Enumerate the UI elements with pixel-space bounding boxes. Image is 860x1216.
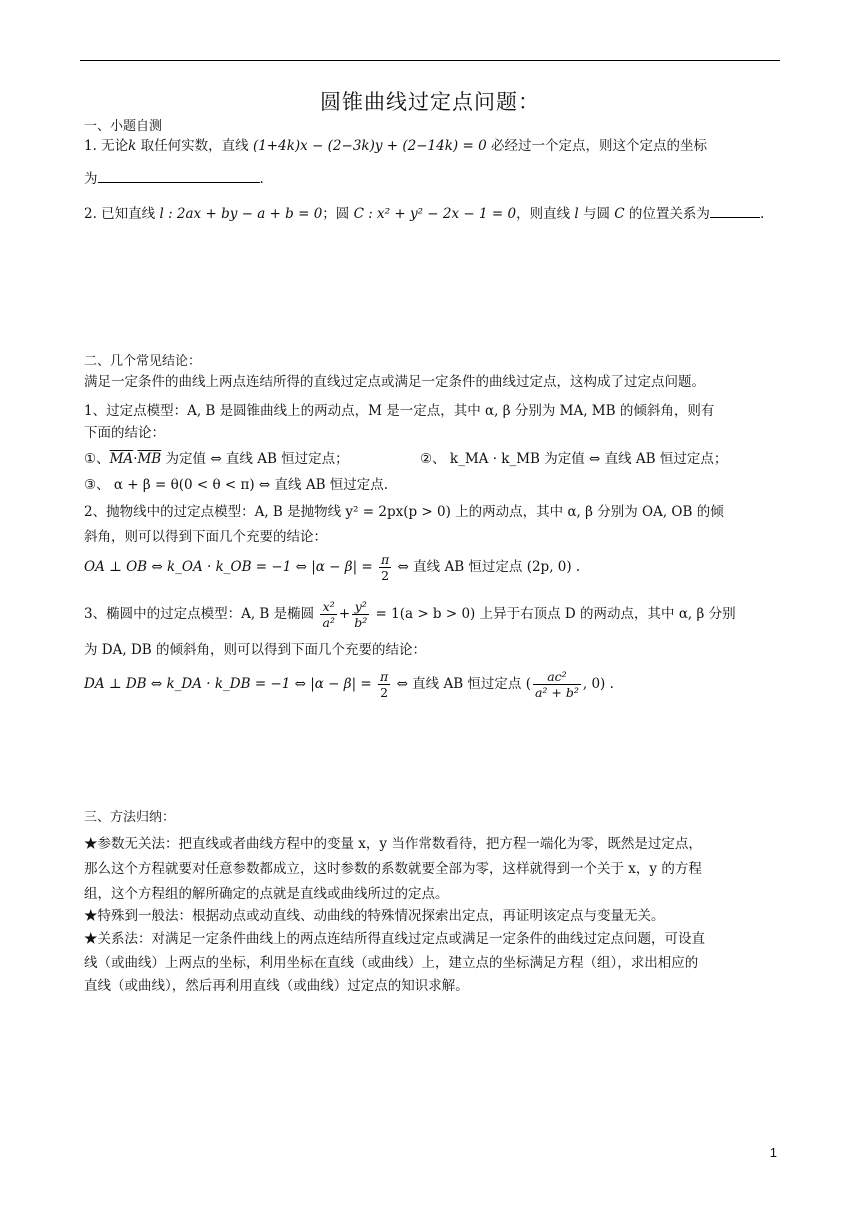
q2-mid1: ；圆 <box>322 206 354 222</box>
section2-intro: 满足一定条件的曲线上两点连结所得的直线过定点或满足一定条件的曲线过定点，这构成了过定点问题。 <box>84 374 705 390</box>
m3-line1-b: = 1(a > b > 0) 上异于右顶点 D 的两动点，其中 α, β 分别 <box>375 606 736 622</box>
model1-conclusion-1 <box>84 449 349 469</box>
section3-heading: 三、方法归纳： <box>84 810 176 825</box>
m3-fraction-pi-2 <box>378 669 390 700</box>
m1-c1-dot: · <box>133 451 138 467</box>
m3-f1-den: a² <box>322 615 335 630</box>
method1-line3: 组，这个方程组的解所确定的点就是直线或曲线所过的定点。 <box>84 886 449 902</box>
question-1-line-1 <box>84 136 707 156</box>
m3-plus: + <box>338 606 351 622</box>
method1-line2: 那么这个方程就要对任意参数都成立，这时参数的系数就要全部为零，这样就得到一个关于 x，y 的方程 <box>84 861 702 877</box>
q1-equation: (1+4k)x − (2−3k)y + (2−14k) = 0 <box>252 138 487 154</box>
q1-line2-suffix: . <box>259 171 264 187</box>
m3-fraction-ac2 <box>533 669 581 700</box>
method3-line2: 线（或曲线）上两点的坐标，利用坐标在直线（或曲线）上，建立点的坐标满足方程（组），求出相应的 <box>84 955 699 971</box>
model3-line1 <box>84 597 736 631</box>
model1-line2: 下面的结论： <box>84 425 165 441</box>
q2-C: C <box>614 206 625 222</box>
m1-c1-marker: ①、 <box>84 451 110 467</box>
q2-line-eq: l : 2ax + by − a + b = 0 <box>159 206 323 222</box>
m2-frac-num: π <box>381 552 390 567</box>
m3-frac-num: π <box>380 669 389 684</box>
method2-line1: ★特殊到一般法：根据动点或动直线、动曲线的特殊情况探索出定点，再证明该定点与变量无关。 <box>84 908 665 924</box>
m3-eq-part-c: , 0) . <box>582 676 614 692</box>
q1-k: k <box>128 138 137 154</box>
q1-mid: 取任何实数，直线 <box>136 138 253 154</box>
m3-f2-num: y² <box>352 599 369 615</box>
question-1-line-2 <box>84 168 264 189</box>
model2-line1: 2、抛物线中的过定点模型：A, B 是抛物线 y² = 2px(p > 0) 上的两动点，其中 α, β 分别为 OA, OB 的倾 <box>84 504 724 520</box>
vector-MB: $\overline{MB}$ <box>137 451 162 467</box>
method3-line3: 直线（或曲线），然后再利用直线（或曲线）过定点的知识求解。 <box>84 978 469 994</box>
model1-conclusion-3: ③、 α + β = θ(0 < θ < π) ⇔ 直线 AB 恒过定点. <box>84 477 389 493</box>
q2-l: l <box>574 206 579 222</box>
model1-line1: 1、过定点模型：A, B 是圆锥曲线上的两动点，M 是一定点，其中 α, β 分别为 MA, MB 的倾斜角，则有 <box>84 403 715 419</box>
m2-frac-den: 2 <box>381 568 390 583</box>
m3-f3-num: ac² <box>533 669 581 685</box>
q2-circle-eq: C : x² + y² − 2x − 1 = 0 <box>353 206 517 222</box>
m3-eq-part-a: DA ⊥ DB ⇔ k_DA · k_DB = −1 ⇔ |α − β| = <box>84 676 372 692</box>
section1-heading: 一、小题自测 <box>84 119 163 134</box>
m3-frac-den: 2 <box>380 685 389 700</box>
model2-line2: 斜角，则可以得到下面几个充要的结论： <box>84 529 327 545</box>
model3-line2: 为 DA, DB 的倾斜角，则可以得到下面几个充要的结论： <box>84 642 426 658</box>
q2-suffix-a: 的位置关系为 <box>624 206 710 222</box>
method1-line1: ★参数无关法：把直线或者曲线方程中的变量 x，y 当作常数看待，把方程一端化为零，既然是过定点， <box>84 836 702 852</box>
q2-suffix-b: . <box>759 206 765 222</box>
vector-MA: $\overline{MA}$ <box>109 451 134 467</box>
m3-fraction-x2-a2 <box>320 599 336 630</box>
question-2 <box>84 203 764 224</box>
q1-answer-blank[interactable] <box>98 168 260 183</box>
method3-line1: ★关系法：对满足一定条件曲线上的两点连结所得直线过定点或满足一定条件的曲线过定点问题，可设直 <box>84 931 705 947</box>
header-rule <box>80 60 780 61</box>
q2-mid2: ，则直线 <box>516 206 575 222</box>
m3-f3-den: a² + b² <box>534 685 579 700</box>
m2-eq-part-b: ⇔ 直线 AB 恒过定点 (2p, 0) . <box>397 559 581 575</box>
model2-equation <box>84 552 580 583</box>
m2-eq-part-a: OA ⊥ OB ⇔ k_OA · k_OB = −1 ⇔ |α − β| = <box>84 559 373 575</box>
m3-f1-num: x² <box>320 599 336 615</box>
m3-eq-part-b: ⇔ 直线 AB 恒过定点 ( <box>396 676 531 692</box>
m3-line1-a: 3、椭圆中的过定点模型：A, B 是椭圆 <box>84 606 315 622</box>
q1-prefix: 1. 无论 <box>84 138 129 154</box>
m2-fraction-pi-2 <box>379 552 391 583</box>
q2-mid3: 与圆 <box>578 206 615 222</box>
q2-prefix: 2. 已知直线 <box>84 206 160 222</box>
m3-f2-den: b² <box>354 615 368 630</box>
model3-equation <box>84 666 614 702</box>
page-number: 1 <box>769 1145 777 1160</box>
section2-heading: 二、几个常见结论： <box>84 354 202 369</box>
m1-c1-text: 为定值 ⇔ 直线 AB 恒过定点； <box>161 451 349 467</box>
m3-fraction-y2-b2 <box>352 599 369 630</box>
q1-line2-prefix: 为 <box>84 171 98 187</box>
q1-suffix: 必经过一个定点，则这个定点的坐标 <box>486 138 707 154</box>
model1-conclusion-2: ②、 k_MA · k_MB 为定值 ⇔ 直线 AB 恒过定点； <box>420 451 728 467</box>
page-title: 圆锥曲线过定点问题： <box>320 90 540 114</box>
q2-answer-blank[interactable] <box>710 203 760 218</box>
